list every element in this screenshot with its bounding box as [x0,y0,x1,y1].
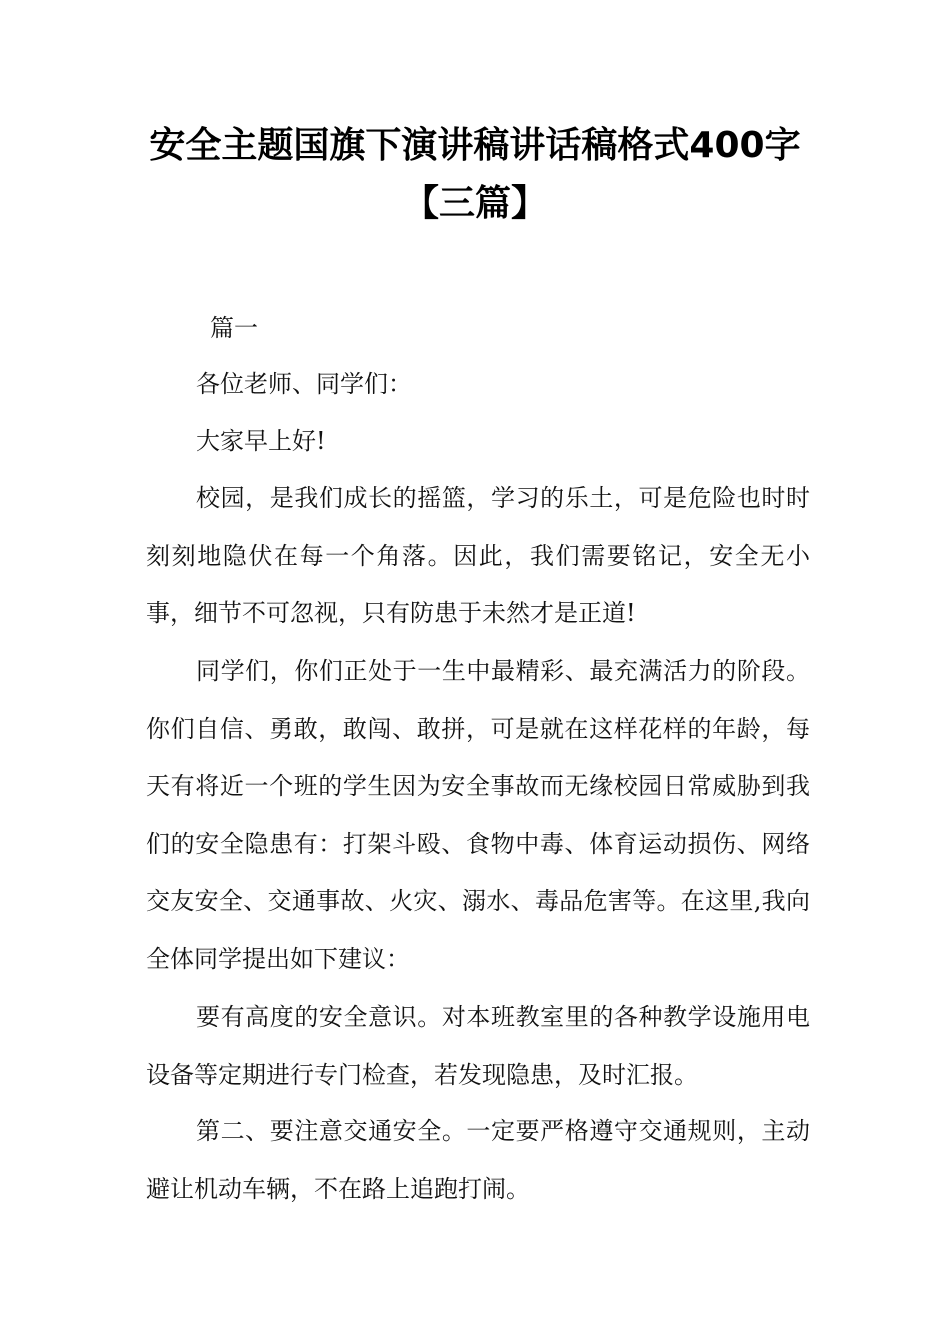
greeting: 大家早上好! [196,427,326,455]
paragraph-2: 同学们，你们正处于一生中最精彩、最充满活力的阶段。你们自信、勇敢，敢闯、敢拼，可是就在这样花样的年龄，每天有将近一个班的学生因为安全事故而无缘校园日常威胁到我们的安全隐患有：打架斗殴、食物中毒、体育运动损伤、网络交友安全、交通事故、火灾、溺水、毒品危害等。在这里,我向全体同学提出如下建议： [146,657,810,973]
document-title-line-1: 安全主题国旗下演讲稿讲话稿格式400字 [149,125,801,166]
paragraph-4: 第二、要注意交通安全。一定要严格遵守交通规则，主动避让机动车辆，不在路上追跑打闹。 [146,1117,810,1203]
salutation: 各位老师、同学们： [196,370,412,398]
paragraph-3: 要有高度的安全意识。对本班教室里的各种教学设施用电设备等定期进行专门检查，若发现隐患，及时汇报。 [146,1003,810,1089]
document-title-line-2: 【三篇】 [402,183,547,224]
paragraph-1: 校园，是我们成长的摇篮，学习的乐土，可是危险也时时刻刻地隐伏在每一个角落。因此，我们需要铭记，安全无小事，细节不可忽视，只有防患于未然才是正道! [146,484,810,627]
section-heading: 篇一 [210,314,258,342]
